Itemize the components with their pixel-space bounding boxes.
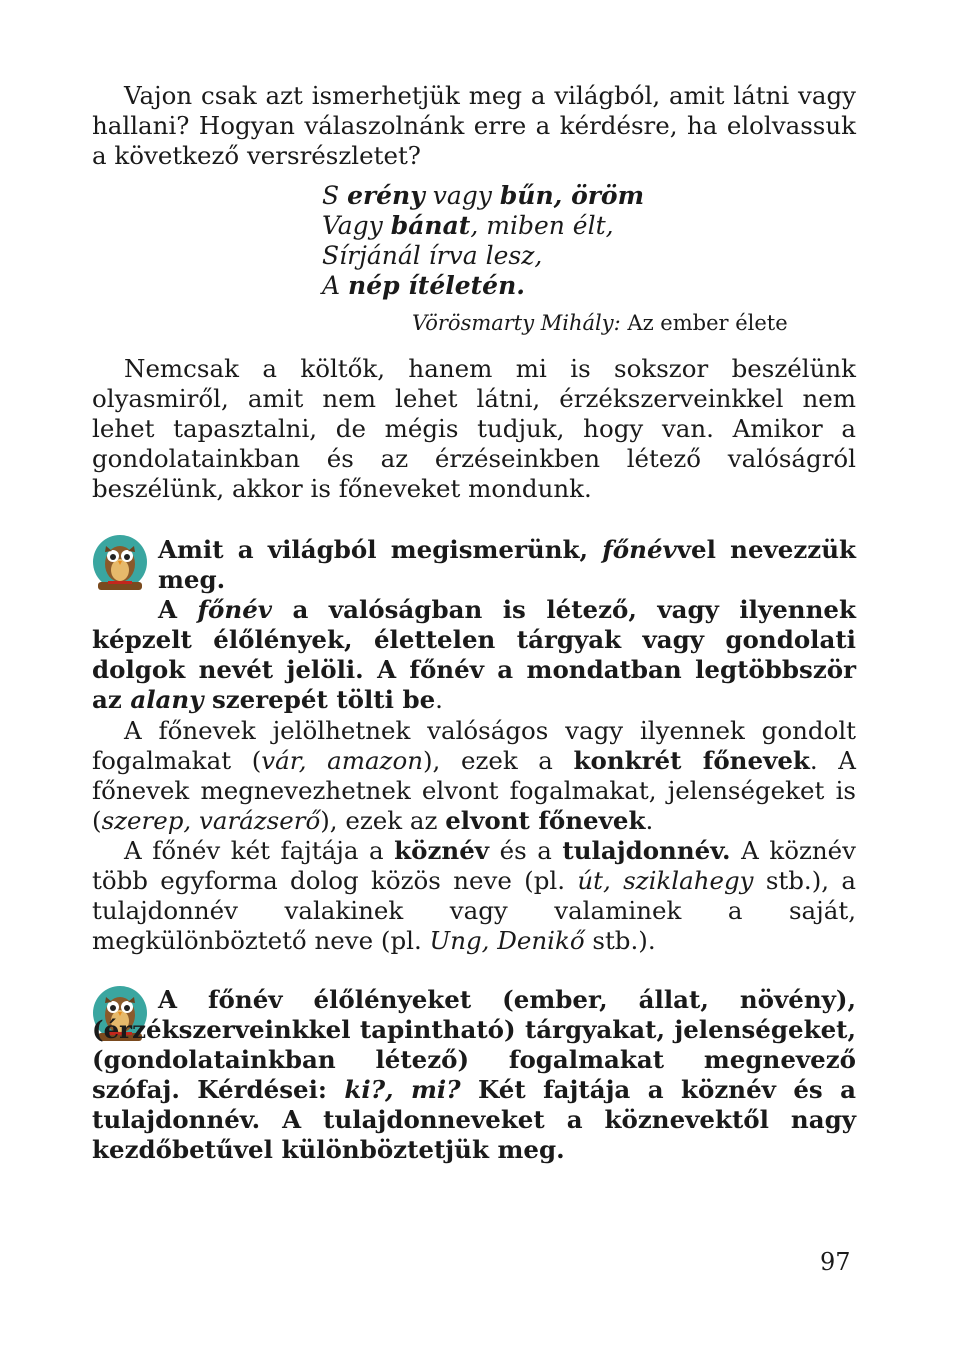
page-number: 97 <box>820 1248 851 1276</box>
paragraph-2: Nemcsak a költők, hanem mi is sokszor beszélünk olyasmiről, amit nem lehet látni, érzékszerveinkkel nem lehet tapasztalni, de mégis tudjuk, hogy van. Amikor a gondolatainkban és az érzéseinkben létező valóságról beszélünk, akkor is főneveket mondunk. <box>92 354 856 503</box>
paragraph-4: A főnév két fajtája a köznév és a tulajdonnév. A köznév több egyforma dolog közös neve (pl. út, sziklahegy stb.), a tulajdonnév valakinek vagy valaminek a saját, megkülönböztető neve (pl. Ung, Denikő stb.). <box>92 836 856 955</box>
poem-line-4: A nép ítéletén. <box>322 271 525 300</box>
paragraph-3: A főnevek jelölhetnek valóságos vagy ilyennek gondolt fogalmakat (vár, amazon), ezek a konkrét főnevek. A főnevek megnevezhetnek elvont fogalmakat, jelenségeket is (szerep, varázserő), ezek az elvont főnevek. <box>92 716 856 835</box>
rule-box-1-body: A főnév a valóságban is létező, vagy ilyennek képzelt élőlények, élettelen tárgyak vagy gondolati dolgok nevét jelöli. A főnév a mondatban legtöbbször az alany szerepét tölti be. <box>92 595 856 714</box>
rule-box-2: A főnév élőlényeket (ember, állat, növény), (érzékszerveinkkel tapintható) tárgyakat, jelenségeket, (gondolatainkban létező) fogalmakat megnevező szófaj. Kérdései: ki?, mi? Két fajtája a köznév és a tulajdonnév. A tulajdonneveket a köznevektől nagy kezdőbetűvel különböztetjük meg. <box>92 985 856 1164</box>
poem-line-1: S erény vagy bűn, öröm <box>322 181 645 210</box>
poem-line-2: Vagy bánat, miben élt, <box>322 211 614 240</box>
poem-attribution: Vörösmarty Mihály: Az ember élete <box>412 311 788 335</box>
poem <box>322 181 644 301</box>
rule-box-1-heading: Amit a világból megismerünk, főnévvel nevezzük meg. <box>158 535 856 594</box>
intro-paragraph: Vajon csak azt ismerhetjük meg a világból, amit látni vagy hallani? Hogyan válaszolnánk erre a kérdésre, ha elolvassuk a következő versrészletet? <box>92 81 856 170</box>
owl-icon <box>92 534 148 594</box>
poem-line-3: Sírjánál írva lesz, <box>322 241 543 270</box>
